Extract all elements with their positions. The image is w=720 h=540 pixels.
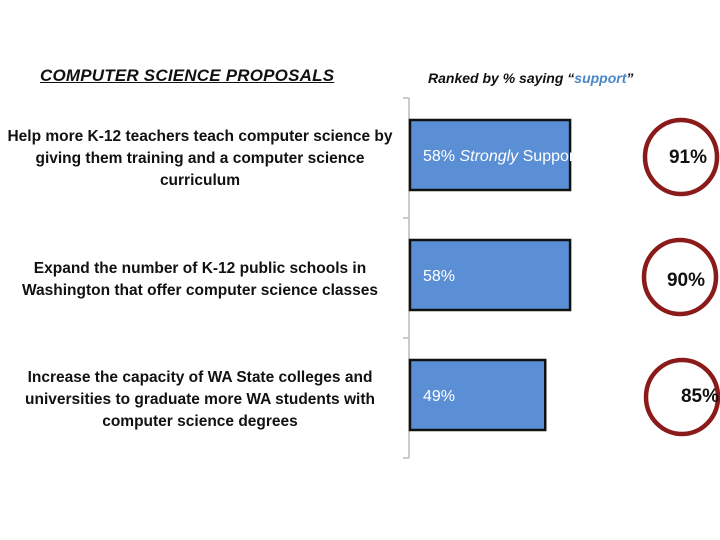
- total-support-label: 91%: [668, 147, 708, 168]
- category-label: Help more K-12 teachers teach computer science by giving them training and a computer science curriculum: [7, 128, 393, 189]
- bar-label-emphasis: Strongly: [455, 148, 519, 165]
- bar-value-label: [423, 148, 579, 165]
- total-support-label: 85%: [680, 386, 720, 407]
- bar-value-label: [423, 388, 455, 405]
- chart-title: COMPUTER SCIENCE PROPOSALS: [40, 66, 335, 85]
- category-label: Expand the number of K-12 public schools in Washington that offer computer science classes: [21, 260, 378, 299]
- subtitle-prefix: Ranked by % saying “: [428, 70, 575, 86]
- subtitle-suffix: ”: [626, 70, 634, 86]
- bar-label-percent: 49%: [423, 388, 456, 405]
- total-support-label: 90%: [666, 270, 706, 291]
- category-label: Increase the capacity of WA State colleges and universities to graduate more WA students with computer science degrees: [25, 369, 375, 430]
- bar-label-rest: Support: [518, 148, 579, 165]
- bar-label-percent: 58%: [423, 148, 456, 165]
- bar-value-label: [423, 268, 455, 285]
- bar-label-percent: 58%: [423, 268, 456, 285]
- subtitle-highlight: support: [574, 70, 627, 86]
